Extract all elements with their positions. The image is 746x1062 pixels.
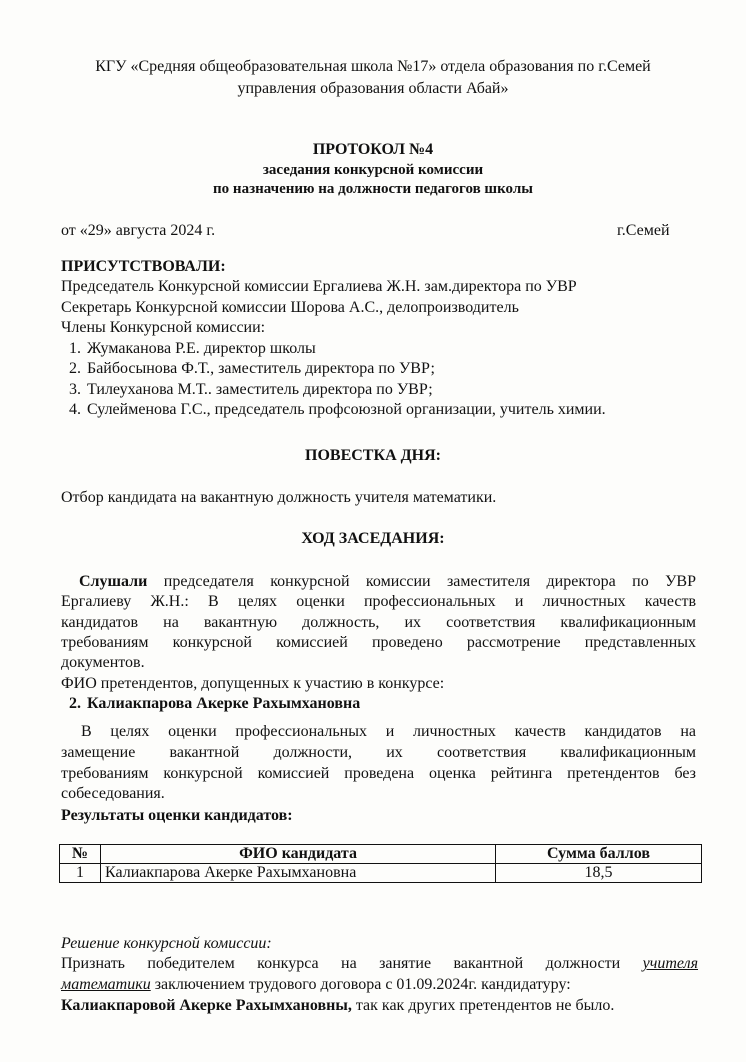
agenda-text: Отбор кандидата на вакантную должность учителя математики. bbox=[61, 489, 497, 506]
member-number: 4. bbox=[69, 401, 81, 418]
header-line-2: управления образования области Абай» bbox=[237, 80, 509, 97]
proceedings-paragraph-line: Ергалиеву Ж.Н.: В целях оценки профессиональных и личностных качеств bbox=[61, 593, 696, 610]
proceedings-paragraph-line bbox=[61, 572, 696, 592]
present-secretary: Секретарь Конкурсной комиссии Шорова А.С., делопроизводитель bbox=[61, 299, 519, 316]
header-line-1: КГУ «Средняя общеобразовательная школа №17» отдела образования по г.Семей bbox=[95, 58, 651, 75]
proceedings-heading: ХОД ЗАСЕДАНИЯ: bbox=[301, 530, 445, 547]
member-text: Сулейменова Г.С., председатель профсоюзной организации, учитель химии. bbox=[87, 401, 606, 418]
member-number: 3. bbox=[69, 381, 81, 398]
cell-score: 18,5 bbox=[496, 864, 702, 883]
member-item bbox=[61, 360, 435, 378]
table-header-row bbox=[60, 845, 702, 864]
position-text: математики bbox=[61, 976, 151, 993]
protocol-title: ПРОТОКОЛ №4 bbox=[312, 141, 434, 158]
decision-text: заключением трудового договора с 01.09.2024г. кандидатуру: bbox=[150, 976, 571, 993]
position-text: учителя bbox=[642, 955, 699, 972]
protocol-date: от «29» августа 2024 г. bbox=[61, 222, 216, 239]
member-item bbox=[61, 381, 433, 399]
decision-line-1 bbox=[61, 954, 698, 974]
evaluation-paragraph-line: В целях оценки профессиональных и личностных качеств кандидатов на bbox=[81, 723, 696, 740]
winner-name: Калиакпаровой Акерке Рахымхановны, bbox=[61, 997, 352, 1014]
applicants-label: ФИО претендентов, допущенных к участию в конкурсе: bbox=[61, 675, 445, 692]
protocol-subtitle-2: по назначению на должности педагогов школы bbox=[213, 181, 533, 197]
evaluation-paragraph-line: требованиям конкурсной комиссией проведена оценка рейтинга претендентов без bbox=[61, 765, 696, 782]
decision-text: так как других претендентов не было. bbox=[351, 997, 615, 1014]
column-header-score: Сумма баллов bbox=[496, 845, 702, 864]
column-header-name: ФИО кандидата bbox=[101, 845, 496, 864]
heard-label: Слушали bbox=[79, 573, 148, 590]
proceedings-paragraph-line: требованиям конкурсной комиссией проведено рассмотрение представленных bbox=[61, 634, 696, 651]
member-text: Байбосынова Ф.Т., заместитель директора по УВР; bbox=[87, 360, 435, 377]
applicant-number: 2. bbox=[69, 695, 81, 712]
proceedings-paragraph-line: кандидатов на вакантную должность, их соответствия квалификационным bbox=[61, 614, 696, 631]
decision-heading: Решение конкурсной комиссии: bbox=[61, 935, 272, 952]
member-text: Жумаканова Р.Е. директор школы bbox=[87, 340, 316, 357]
cell-name: Калиакпарова Акерке Рахымхановна bbox=[101, 864, 496, 883]
member-number: 1. bbox=[69, 340, 81, 357]
column-header-number: № bbox=[60, 845, 101, 864]
evaluation-paragraph-line: собеседования. bbox=[61, 785, 165, 802]
table-row bbox=[60, 864, 702, 883]
protocol-city: г.Семей bbox=[617, 222, 670, 239]
paragraph-text: председателя конкурсной комиссии заместителя директора по УВР bbox=[163, 573, 697, 590]
member-text: Тилеуханова М.Т.. заместитель директора по УВР; bbox=[87, 381, 433, 398]
applicant-name: Калиакпарова Акерке Рахымхановна bbox=[87, 695, 361, 712]
member-item bbox=[61, 340, 316, 358]
decision-text: Признать победителем конкурса на занятие вакантной должности bbox=[61, 955, 621, 972]
applicant-item bbox=[61, 694, 360, 714]
cell-number: 1 bbox=[60, 864, 101, 883]
member-number: 2. bbox=[69, 360, 81, 377]
protocol-subtitle-1: заседания конкурсной комиссии bbox=[262, 162, 484, 178]
member-item bbox=[61, 401, 606, 419]
present-members-label: Члены Конкурсной комиссии: bbox=[61, 319, 266, 336]
decision-line-2 bbox=[61, 975, 571, 995]
proceedings-paragraph-line: документов. bbox=[61, 654, 145, 671]
present-heading: ПРИСУТСТВОВАЛИ: bbox=[61, 258, 226, 275]
evaluation-paragraph-line: замещение вакантной должности, их соответствия квалификационным bbox=[61, 744, 696, 761]
results-table bbox=[59, 844, 702, 883]
present-chair: Председатель Конкурсной комиссии Ергалиева Ж.Н. зам.директора по УВР bbox=[61, 278, 577, 295]
decision-line-3 bbox=[61, 996, 614, 1016]
agenda-heading: ПОВЕСТКА ДНЯ: bbox=[305, 447, 441, 464]
results-heading: Результаты оценки кандидатов: bbox=[61, 807, 293, 824]
